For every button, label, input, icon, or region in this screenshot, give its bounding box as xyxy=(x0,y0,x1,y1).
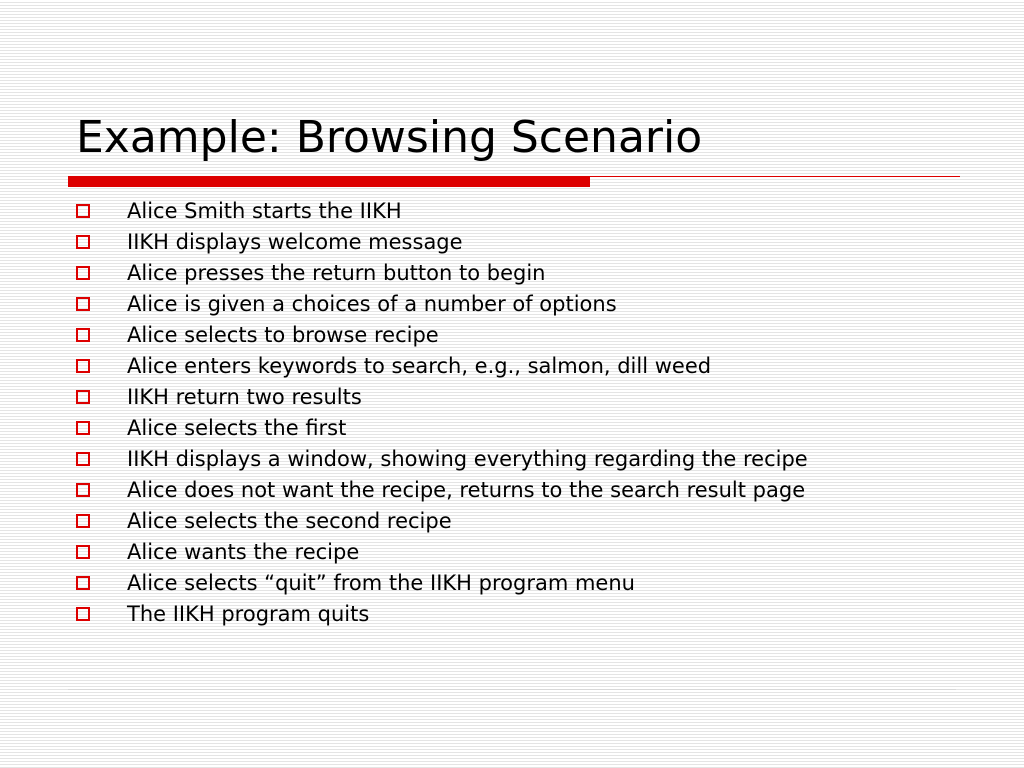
bullet-item xyxy=(76,385,906,409)
bullet-text: IIKH return two results xyxy=(127,385,362,409)
bullet-item xyxy=(76,416,906,440)
square-bullet-icon xyxy=(76,514,90,528)
bullet-item xyxy=(76,602,906,626)
square-bullet-icon xyxy=(76,545,90,559)
footer-divider xyxy=(68,689,956,690)
square-bullet-icon xyxy=(76,204,90,218)
bullet-text: Alice Smith starts the IIKH xyxy=(127,199,402,223)
bullet-text: Alice selects to browse recipe xyxy=(127,323,439,347)
bullet-item xyxy=(76,323,906,347)
square-bullet-icon xyxy=(76,328,90,342)
bullet-text: The IIKH program quits xyxy=(127,602,370,626)
bullet-item xyxy=(76,354,906,378)
square-bullet-icon xyxy=(76,390,90,404)
bullet-text: Alice does not want the recipe, returns to the search result page xyxy=(127,478,806,502)
bullet-text: Alice is given a choices of a number of options xyxy=(127,292,617,316)
bullet-text: Alice selects the second recipe xyxy=(127,509,452,533)
bullet-text: IIKH displays a window, showing everything regarding the recipe xyxy=(127,447,808,471)
bullet-text: Alice selects “quit” from the IIKH program menu xyxy=(127,571,635,595)
square-bullet-icon xyxy=(76,576,90,590)
bullet-item xyxy=(76,478,906,502)
bullet-text: IIKH displays welcome message xyxy=(127,230,463,254)
square-bullet-icon xyxy=(76,483,90,497)
bullet-item xyxy=(76,230,906,254)
square-bullet-icon xyxy=(76,359,90,373)
square-bullet-icon xyxy=(76,421,90,435)
bullet-item xyxy=(76,292,906,316)
square-bullet-icon xyxy=(76,266,90,280)
bullet-text: Alice selects the first xyxy=(127,416,347,440)
square-bullet-icon xyxy=(76,452,90,466)
square-bullet-icon xyxy=(76,235,90,249)
bullet-item xyxy=(76,540,906,564)
bullet-item xyxy=(76,199,906,223)
bullet-item xyxy=(76,447,906,471)
bullet-text: Alice presses the return button to begin xyxy=(127,261,546,285)
square-bullet-icon xyxy=(76,607,90,621)
bullet-item xyxy=(76,261,906,285)
title-underline-thick xyxy=(68,176,590,187)
title-underline-thin xyxy=(590,176,960,177)
square-bullet-icon xyxy=(76,297,90,311)
bullet-text: Alice wants the recipe xyxy=(127,540,360,564)
slide-title: Example: Browsing Scenario xyxy=(76,112,703,163)
bullet-item xyxy=(76,571,906,595)
bullet-list xyxy=(76,199,906,633)
bullet-text: Alice enters keywords to search, e.g., salmon, dill weed xyxy=(127,354,712,378)
bullet-item xyxy=(76,509,906,533)
